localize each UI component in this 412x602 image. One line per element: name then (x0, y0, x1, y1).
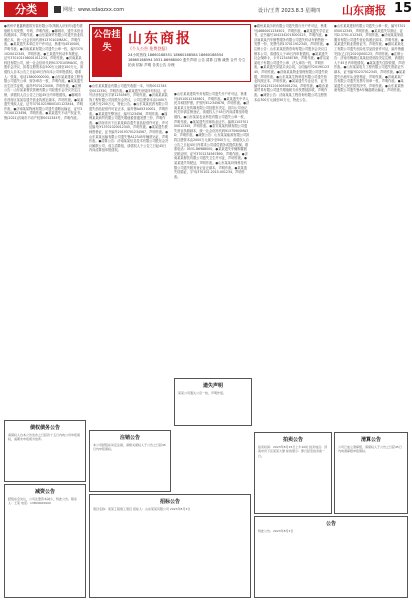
notice-body: 特此公告。2023年8月3日 (258, 529, 294, 533)
notice-body: 拍卖时间：2023年8月15日上午10时 拍卖地点：济南市历下区某某大厦 标的展示：即日起至拍卖前一日。 (258, 445, 328, 458)
qr-icon (54, 6, 61, 13)
notice-box (254, 516, 408, 598)
notice-box (89, 430, 171, 492)
column-2: ●山东某某置业有限公司遗失收据一本，号码0012345至0012350，声明作废。●某某遗失房屋所有权证，证号济房权证历字第123456号，声明作废。●济南某某装饰工程有限公司经股东会决议，公司注册资本由1000万元减少至200万元，特此公告。●山东某某医药有限公司遗失药品经营许可证正本，编号鲁AA5310001，声明作废。●某某遗失警官证，编号123456，声明作废。●淄博某某商贸有限公司遗失增值税普通发票三份，声明作废。●济南市历下区某某商店遗失食品经营许可证，许可证编号JY13701020012345，声明作废。●某某遗失教师资格证，证书编号20193701234567，声明作废。●山东某某运输有限公司遗失鲁A12345车辆营运证，声明作废。●清算公告：济南某某信息技术有限公司股东会决议解散公司，成立清算组，请债权人于公告之日起45日内向清算组申报债权。 (89, 84, 169, 153)
page-number: 15 (394, 1, 412, 16)
notice-box (334, 432, 408, 514)
column-1: ●贵州华夏鑫利建筑安装有限公司(纳税人识别号)遗失增值税专用发票，号码，声明作废。●聊城市，遗失本营业执照副本，声明作废。●山东某商贸有限公司遗失营业执照正本，统一社会信用代码91370102MA3C，声明作废。●某某遗失本单位开户许可证，核准号J4510000，声明作废。●济南某某有限公司遗失公章一枚，编号3701020012345，声明作废。●王某遗失机动车驾驶证，证号370102198001011234，声明作废。●济南某某科技有限公司，统一社会信用代码91370105MA3C，经股东会决议，拟将注册资本由500万元减至100万元，请债权人自本公告之日起45日内向本公司申报债权。联系人：张某，电话13800000000。●山东某某建设工程有限公司遗失公章、财务章各一枚，声明作废。●某某遗失出生医学证明，编号P370123456，声明作废。●注销公告：山东某某餐饮管理有限公司经股东会决议决定注销，请债权人自公告之日起45日内申报债权。●聊城市东昌府区某某店遗失营业执照正副本，声明作废。●某某遗失残疾人证，证号37010219800101123X44，声明作废。●济南某某物流有限公司遗失道路运输证，证号370100123456，声明作废。●某某遗失不动产权证书，鲁(2021)济南市不动产权第0012345号，声明作废。 (4, 24, 84, 120)
notice-title: 拍卖公告 (282, 437, 303, 443)
notice-body: 经股东会决议，公司注册资本减少，特此公告。联系人：王某 电话：13800000000 (8, 497, 78, 506)
column-3: ●山东某某建筑劳务有限公司遗失开户许可证，核准号J4510012345601，声明作废。●某某遗失中华人民共和国护照，护照号E12345678，声明作废。●济南某某文化传媒有限公司经股东决定，拟向公司登记机关申请注销登记，请债权人于45日内向清算组申报债权。●山东某某农业科技有限公司遗失公章一枚，声明作废。●某某遗失医师执业证书，编码110370100012345，声明作废。●泰安某某机械有限公司遗失营业执照副本，统一社会信用代码91370900MA3D，声明作废。●减资公告：山东某某能源有限公司拟将注册资本由2000万元减少至500万元，请债权人自公告之日起45日内要求公司清偿债务或提供担保。联系电话：0531-86988000。●某某遗失车辆购置税完税证明，证号3701234567890，声明作废。●济南某某餐饮有限公司遗失卫生许可证，声明作废。●某某遗失驾驶证，声明作废。●山东某某环保科技有限公司遗失税务登记证正副本，声明作废。●某某遗失结婚证，字号J370102-2015-001234，声明作废。 (174, 92, 250, 179)
ad-subtitle: 《个人公告 免费登报》 (128, 46, 170, 51)
notice-body: 公司已成立清算组，请债权人于公告之日起45日内向清算组申报债权。 (338, 445, 402, 454)
notice-body: 项目名称：某某工程施工项目 招标人：山东某某有限公司 2023年8月3日 (93, 507, 191, 511)
notice-title: 清算公告 (360, 437, 381, 443)
ad-logo: 山东商报 (128, 31, 192, 47)
ad-tag: 公告挂失 (92, 27, 122, 77)
notice-title: 招标公告 (159, 499, 180, 505)
notice-title: 遗失声明 (202, 383, 223, 389)
notice-box (4, 420, 86, 482)
website-text: 网址：www.sdaozxx.com (63, 7, 125, 13)
notice-title: 减资公告 (34, 489, 55, 495)
issue-meta: 设计/王菁 2023.8.3 星期四 (258, 8, 321, 14)
notice-body: 本公司经股东决定注销，请相关债权人于公告之日起45日内申报债权。 (93, 443, 166, 452)
notice-body: 请债权人自本公告发布之日起四十五日内向公司申报债权，逾期未申报视为放弃。 (8, 433, 81, 442)
notice-ad-banner (89, 24, 251, 82)
notice-body: 某某公司遗失公章一枚，声明作废。 (178, 391, 227, 395)
column-5: ●山东某某建材有限公司遗失公章一枚，编号3701050012345，声明作废。●某某遗失导游证，证号D-3701-012345，声明作废。●济南某某家政服务有限公司遗失营业执照正副本，声明作废。●某某遗失职业资格证书，声明作废。●潍坊某某化工有限公司遗失危险化学品经营许可证，编号鲁潍安经(乙)字[2020]000123，声明作废。●注销公告：济南市槐荫区某某经营部经决定注销，请债权人于45日内申报债权。●某某遗失住院收据，声明作废。●山东某某电力工程有限公司遗失资质证书副本，证书编号D237012345，声明作废。●某某遗失出租车从业资格证，声明作废。●济南某某广告有限公司遗失发票专用章一枚，声明作废。●某某遗失人民法院判决书，声明作废。●山东某某物流有限公司遗失鲁A车辆道路运输证，声明作废。 (334, 24, 406, 93)
section-label: 分类 (4, 2, 48, 17)
notice-title: 公告 (325, 521, 336, 527)
notice-box (254, 432, 332, 514)
notice-box (4, 484, 86, 598)
brand-name: 山东商报 (342, 4, 386, 17)
notice-box (174, 378, 252, 426)
website-line (54, 6, 124, 13)
column-4: ●德州某某纺织有限公司遗失银行开户许可证，核准号J4680001234501，声明作废。●某某遗失学位证书，证书编号1042342013000123，声明作废。●济南某某汽车销售服务有限公司遗失机动车销售统一发票一份，发票代码137011912345，声明作废。●注销公告：山东某某投资咨询有限公司股东会决议注销本公司，请债权人于45日内申报债权。●某某遗失社会保障卡，卡号123456789，声明作废。●青岛某某电子有限公司遗失公章、法人章各一枚，声明作废。●某某遗失房屋买卖合同，合同编号Y2019012345，声明作废。●济南某某物业管理有限公司遗失收据，声明作废。●山东某某生物科技有限公司遗失营业执照正本，声明作废。●某某遗失毕业证书，证书编号104231201905001234，声明作废。●临沂某某贸易有限公司遗失增值税专用发票抵扣联，声明作废。●减资公告：济南某某工程咨询有限公司注册资本由300万元减至50万元，特此公告。 (254, 24, 330, 102)
page-header (0, 0, 410, 22)
notice-title: 债权债务公告 (29, 425, 60, 431)
notice-box (89, 494, 251, 598)
notice-title: 注销公告 (119, 435, 140, 441)
ad-phones: 24小时热线 18660168551 18660168584 18660168554 18660168594 0531-86988000 遗失声明 公告 清算 注销 减资 合并 分立 拍卖 招标 声明 各类公告 办理 (128, 53, 246, 67)
